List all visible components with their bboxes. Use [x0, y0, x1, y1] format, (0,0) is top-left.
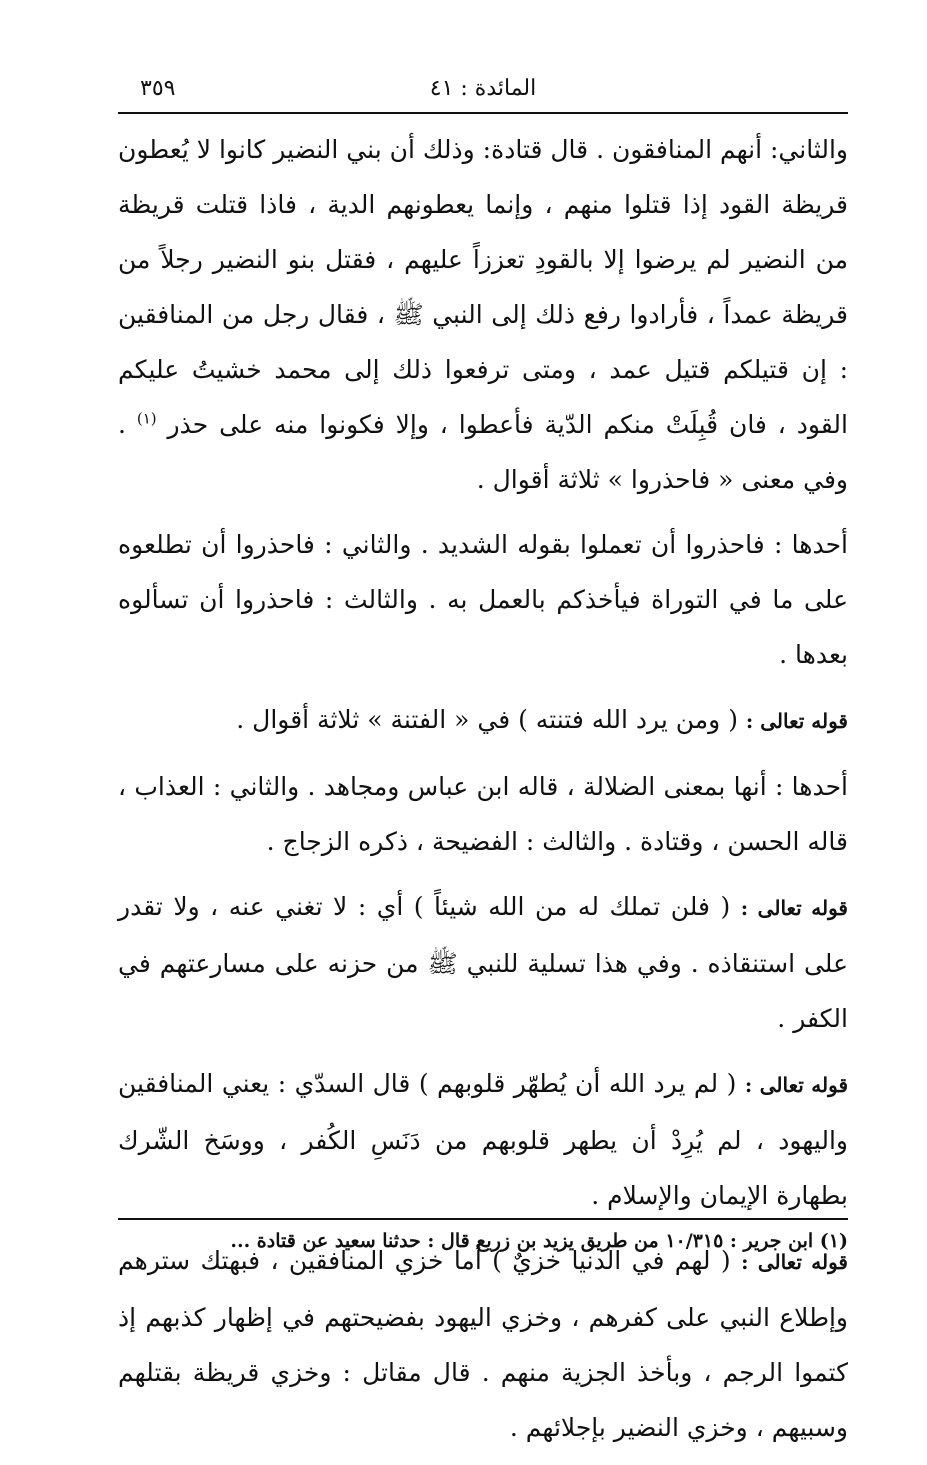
footnote: (١) ابن جرير : ١٠/٣١٥ من طريق يزيد بن زريع قال : حدثنا سعيد عن قتادة ... — [230, 1230, 848, 1252]
paragraph — [118, 759, 848, 869]
paragraph-text: والثاني: أنهم المنافقون . قال قتادة: وذلك أن بني النضير كانوا لا يُعطون قريظة القود إذا قتلوا منهم ، وإنما يعطونهم الدية ، فاذا قتلت قريظة من النضير لم يرضوا إلا بالقودِ تعززاً عليهم ، فقتل بنو النضير رجلاً من قريظة عمداً ، فأرادوا رفع ذلك إلى النبي ﷺ ، فقال رجل من المنافقين : إن قتيلكم قتيل عمد ، ومتى ترفعوا ذلك إلى محمد خشيتُ عليكم القود ، فان قُبِلَتْ منكم الدّية فأعطوا ، وإلا فكونوا منه على حذر — [118, 135, 848, 439]
verse-keyword: قوله تعالى : — [745, 709, 848, 733]
paragraph — [118, 879, 848, 1046]
paragraph-text: ( فلن تملك له من الله شيئاً ) أي : لا تغني عنه ، ولا تقدر على استنقاذه . وفي هذا تسلية للنبي ﷺ من حزنه على مسارعتهم في الكفر . — [118, 892, 848, 1033]
verse-keyword: قوله تعالى : — [740, 896, 848, 920]
surah-verse-title: المائدة : ٤١ — [429, 76, 537, 101]
verse-keyword: قوله تعالى : — [744, 1073, 849, 1097]
paragraph — [118, 122, 848, 507]
header-divider — [118, 112, 848, 114]
paragraph — [118, 1233, 848, 1455]
paragraph-text: أحدها : أنها بمعنى الضلالة ، قاله ابن عباس ومجاهد . والثاني : العذاب ، قاله الحسن ، وقتادة . والثالث : الفضيحة ، ذكره الزجاج . — [118, 772, 848, 856]
paragraph — [118, 692, 848, 749]
paragraph-text: ( لم يرد الله أن يُطهّر قلوبهم ) قال السدّي : يعني المنافقين واليهود ، لم يُرِدْ أن يطهر قلوبهم من دَنَسِ الكُفر ، ووسَخ الشّرك بطهارة الإيمان والإسلام . — [118, 1069, 848, 1210]
paragraph-text: . وفي معنى « فاحذروا » ثلاثة أقوال . — [118, 410, 848, 494]
paragraph — [118, 1056, 848, 1223]
paragraph-text: ( لهم في الدنيا خزيٌ ) أما خزي المنافقين ، فبهتك سترهم وإطلاع النبي على كفرهم ، وخزي اليهود بفضيحتهم في إظهار كذبهم إذ كتموا الرجم ، وبأخذ الجزية منهم . قال مقاتل : وخزي قريظة بقتلهم وسبيهم ، وخزي النضير بإجلائهم . — [118, 1246, 848, 1442]
footnote-reference: (١) — [136, 409, 157, 428]
verse-keyword: قوله تعالى : — [741, 1250, 848, 1274]
paragraph-text: ( ومن يرد الله فتنته ) في « الفتنة » ثلاثة أقوال . — [236, 705, 738, 734]
body-text — [118, 122, 848, 1465]
footnote-divider — [118, 1218, 848, 1220]
paragraph-text: أحدها : فاحذروا أن تعملوا بقوله الشديد . والثاني : فاحذروا أن تطلعوه على ما في التوراة فيأخذكم بالعمل به . والثالث : فاحذروا أن تسألوه بعدها . — [118, 530, 848, 669]
paragraph — [118, 517, 848, 682]
page-header — [118, 72, 848, 108]
page-number: ٣٥٩ — [140, 76, 176, 101]
